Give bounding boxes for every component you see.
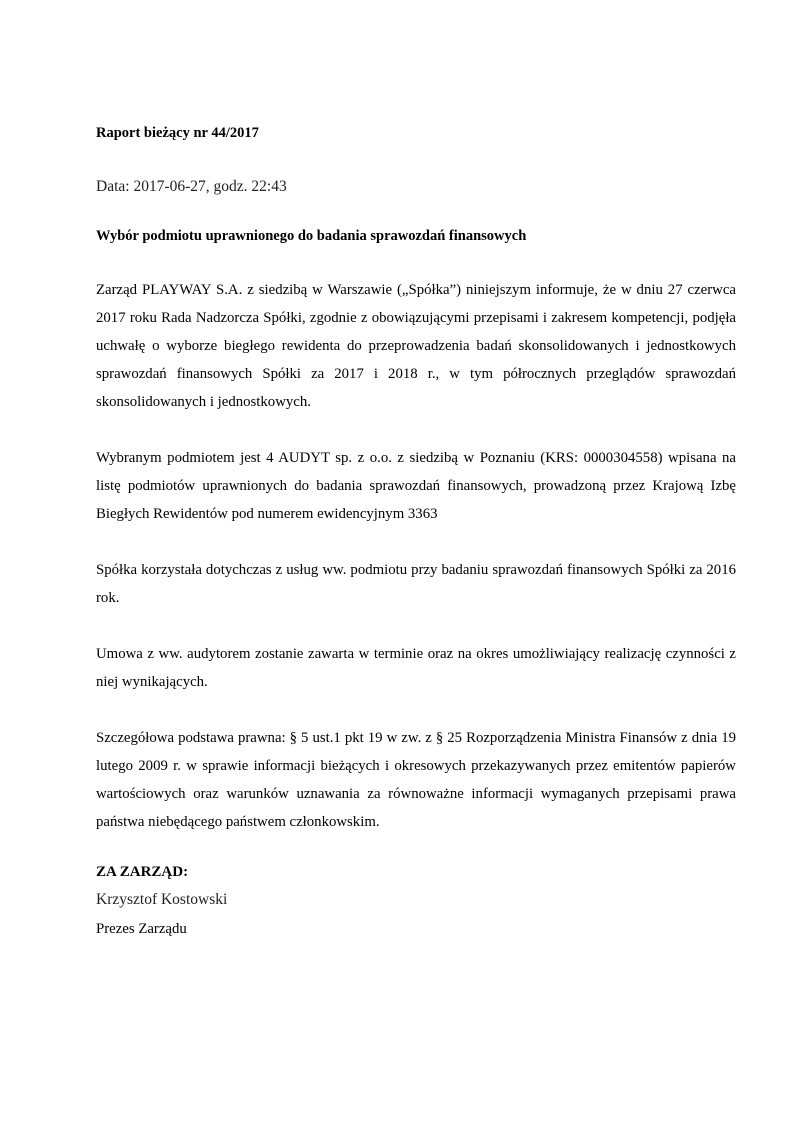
report-title: Raport bieżący nr 44/2017 [96, 125, 259, 141]
paragraph-announcement: Zarząd PLAYWAY S.A. z siedzibą w Warszawie („Spółka”) niniejszym informuje, że w dniu 27 czerwca 2017 roku Rada Nadzorcza Spółki, zgodnie z obowiązującymi przepisami i zakresem kompetencji, podjęła uchwałę o wyborze biegłego rewidenta do przeprowadzenia badań skonsolidowanych i jednostkowych sprawozdań finansowych Spółki za 2017 i 2018 r., w tym półrocznych przeglądów sprawozdań skonsolidowanych i jednostkowych. [96, 282, 736, 410]
signature-heading: ZA ZARZĄD: [96, 864, 189, 880]
paragraph-contract: Umowa z ww. audytorem zostanie zawarta w terminie oraz na okres umożliwiający realizację czynności z niej wynikających. [96, 646, 736, 690]
report-subject: Wybór podmiotu uprawnionego do badania sprawozdań finansowych [96, 228, 527, 244]
signatory-name: Krzysztof Kostowski [96, 891, 228, 908]
paragraph-legal-basis: Szczegółowa podstawa prawna: § 5 ust.1 pkt 19 w zw. z § 25 Rozporządzenia Ministra Finansów z dnia 19 lutego 2009 r. w sprawie informacji bieżących i okresowych przekazywanych przez emitentów papierów wartościowych oraz warunków uznawania za równoważne informacji wymaganych przepisami prawa państwa niebędącego państwem członkowskim. [96, 730, 736, 830]
paragraph-prior-services: Spółka korzystała dotychczas z usług ww. podmiotu przy badaniu sprawozdań finansowych Spółki za 2016 rok. [96, 562, 736, 606]
signatory-role: Prezes Zarządu [96, 921, 187, 937]
report-date: Data: 2017-06-27, godz. 22:43 [96, 178, 287, 195]
paragraph-selected-entity: Wybranym podmiotem jest 4 AUDYT sp. z o.o. z siedzibą w Poznaniu (KRS: 0000304558) wpisana na listę podmiotów uprawnionych do badania sprawozdań finansowych, prowadzoną przez Krajową Izbę Biegłych Rewidentów pod numerem ewidencyjnym 3363 [96, 450, 736, 522]
